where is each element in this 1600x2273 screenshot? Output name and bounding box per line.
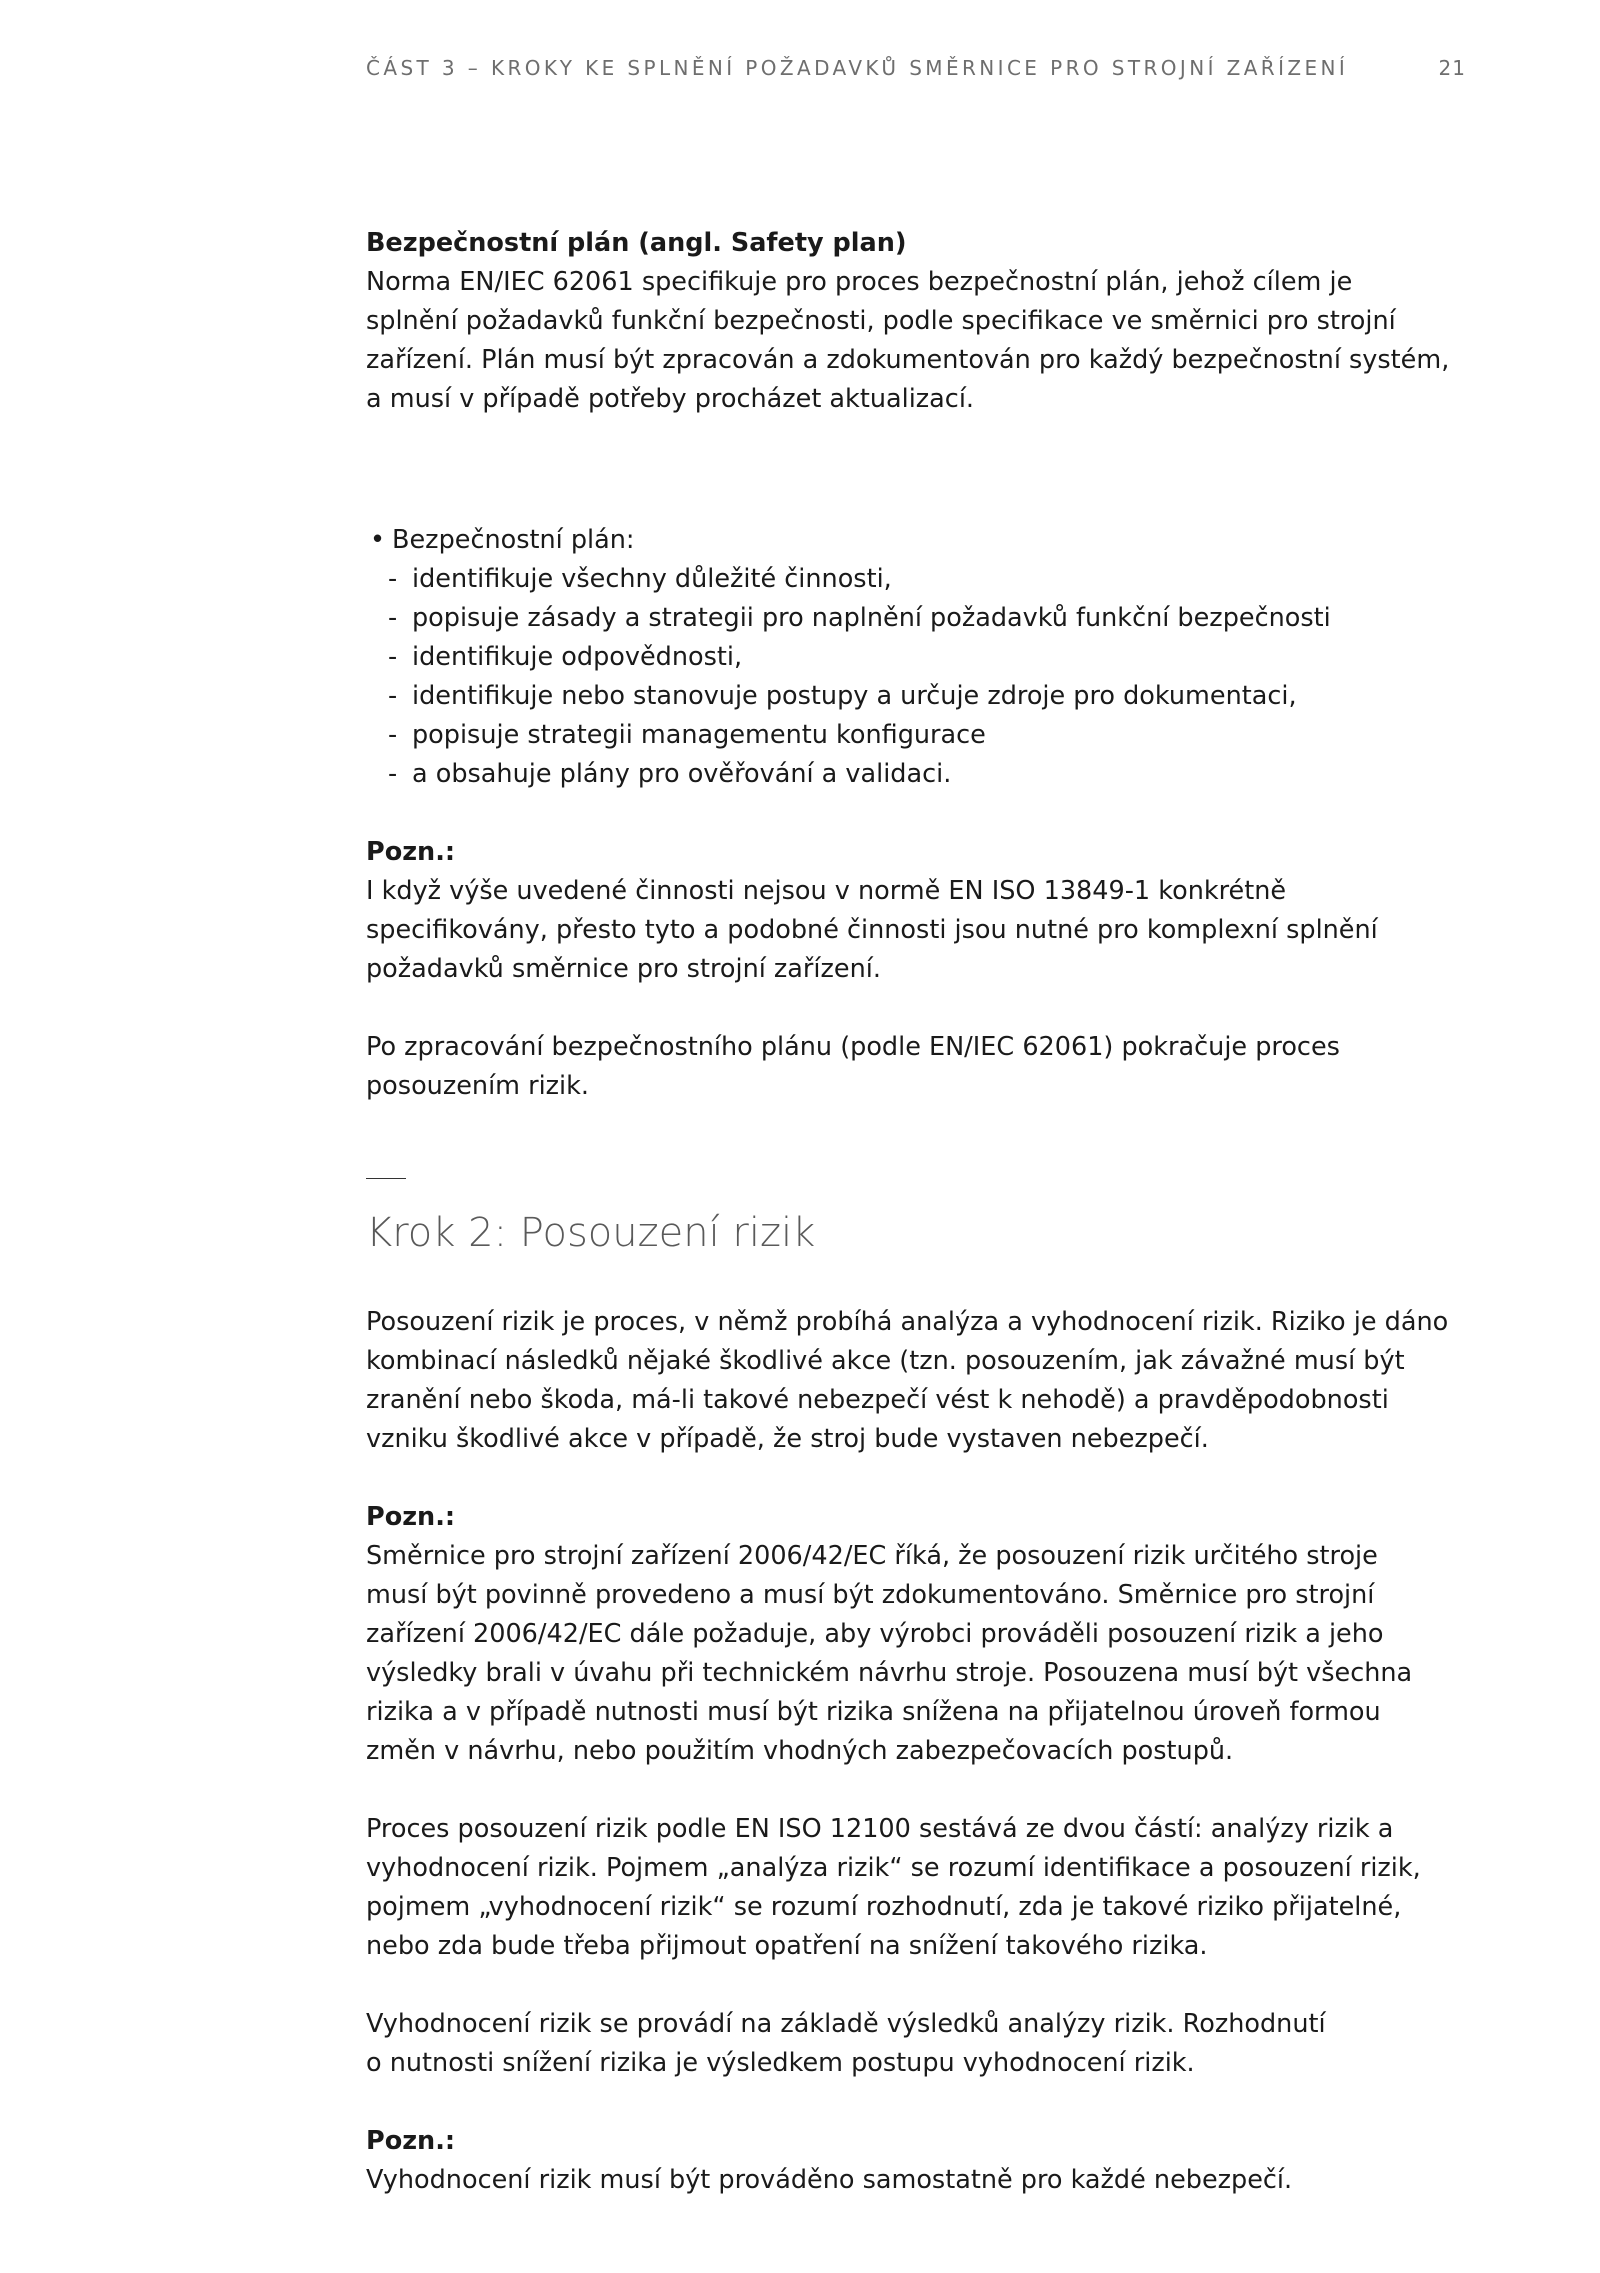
list-item	[366, 560, 1476, 599]
bullet-item	[366, 521, 1476, 560]
paragraph-line: o nutnosti snížení rizika je výsledkem postupu vyhodnocení rizik.	[366, 2048, 1195, 2078]
page-content	[366, 224, 1476, 2200]
paragraph-line: vyhodnocení rizik. Pojmem „analýza rizik“ se rozumí identifikace a posouzení rizik,	[366, 1853, 1421, 1883]
list-item	[366, 599, 1476, 638]
note-line: musí být povinně provedeno a musí být zdokumentováno. Směrnice pro strojní	[366, 1580, 1375, 1610]
list-item	[366, 755, 1476, 794]
dash-mark: -	[388, 720, 398, 750]
page-number: 21	[1438, 56, 1466, 80]
dash-mark: -	[388, 603, 398, 633]
note-label: Pozn.:	[366, 837, 456, 867]
paragraph-line: vzniku škodlivé akce v případě, že stroj bude vystaven nebezpečí.	[366, 1424, 1209, 1454]
list-item-text: popisuje zásady a strategii pro naplnění požadavků funkční bezpečnosti	[412, 603, 1331, 633]
bullet-label: Bezpečnostní plán:	[392, 525, 635, 555]
paragraph-line: nebo zda bude třeba přijmout opatření na snížení takového rizika.	[366, 1931, 1208, 1961]
paragraph-line: Posouzení rizik je proces, v němž probíhá analýza a vyhodnocení rizik. Riziko je dáno	[366, 1307, 1449, 1337]
list-item-text: a obsahuje plány pro ověřování a validaci.	[412, 759, 952, 789]
section-heading: Krok 2: Posouzení rizik	[366, 1210, 816, 1256]
paragraph-line: zranění nebo škoda, má-li takové nebezpečí vést k nehodě) a pravděpodobnosti	[366, 1385, 1389, 1415]
note-line: zařízení 2006/42/EC dále požaduje, aby výrobci prováděli posouzení rizik a jeho	[366, 1619, 1384, 1649]
safety-plan-heading: Bezpečnostní plán (angl. Safety plan)	[366, 228, 907, 258]
paragraph-line: posouzením rizik.	[366, 1071, 590, 1101]
bullet-mark: •	[370, 525, 386, 555]
paragraph-line: Proces posouzení rizik podle EN ISO 12100 sestává ze dvou částí: analýzy rizik a	[366, 1814, 1394, 1844]
note-line: požadavků směrnice pro strojní zařízení.	[366, 954, 881, 984]
note-line: specifikovány, přesto tyto a podobné činnosti jsou nutné pro komplexní splnění	[366, 915, 1378, 945]
paragraph-line: zařízení. Plán musí být zpracován a zdokumentován pro každý bezpečnostní systém,	[366, 345, 1450, 375]
paragraph-line: pojmem „vyhodnocení rizik“ se rozumí rozhodnutí, zda je takové riziko přijatelné,	[366, 1892, 1402, 1922]
list-item-text: identifikuje všechny důležité činnosti,	[412, 564, 892, 594]
note-line: Směrnice pro strojní zařízení 2006/42/EC říká, že posouzení rizik určitého stroje	[366, 1541, 1378, 1571]
paragraph-line: Norma EN/IEC 62061 specifikuje pro proces bezpečnostní plán, jehož cílem je	[366, 267, 1353, 297]
paragraph-line: Po zpracování bezpečnostního plánu (podle EN/IEC 62061) pokračuje proces	[366, 1032, 1340, 1062]
note-line: Vyhodnocení rizik musí být prováděno samostatně pro každé nebezpečí.	[366, 2165, 1293, 2195]
note-line: rizika a v případě nutnosti musí být rizika snížena na přijatelnou úroveň formou	[366, 1697, 1381, 1727]
dash-mark: -	[388, 642, 398, 672]
paragraph-line: a musí v případě potřeby procházet aktualizací.	[366, 384, 975, 414]
paragraph-line: Vyhodnocení rizik se provádí na základě výsledků analýzy rizik. Rozhodnutí	[366, 2009, 1326, 2039]
note-line: I když výše uvedené činnosti nejsou v normě EN ISO 13849-1 konkrétně	[366, 876, 1287, 906]
section-divider	[366, 1178, 406, 1179]
list-item-text: identifikuje nebo stanovuje postupy a určuje zdroje pro dokumentaci,	[412, 681, 1297, 711]
note-line: výsledky brali v úvahu při technickém návrhu stroje. Posouzena musí být všechna	[366, 1658, 1413, 1688]
list-item	[366, 716, 1476, 755]
paragraph-line: kombinací následků nějaké škodlivé akce (tzn. posouzením, jak závažné musí být	[366, 1346, 1405, 1376]
dash-mark: -	[388, 681, 398, 711]
note-label: Pozn.:	[366, 2126, 456, 2156]
list-item-text: popisuje strategii managementu konfigurace	[412, 720, 986, 750]
list-item-text: identifikuje odpovědnosti,	[412, 642, 743, 672]
note-line: změn v návrhu, nebo použitím vhodných zabezpečovacích postupů.	[366, 1736, 1234, 1766]
list-item	[366, 677, 1476, 716]
risk-assessment-section	[366, 1207, 1476, 2200]
dash-mark: -	[388, 564, 398, 594]
paragraph-line: splnění požadavků funkční bezpečnosti, podle specifikace ve směrnici pro strojní	[366, 306, 1396, 336]
running-header: ČÁST 3 – KROKY KE SPLNĚNÍ POŽADAVKŮ SMĚRNICE PRO STROJNÍ ZAŘÍZENÍ	[366, 56, 1349, 80]
note-label: Pozn.:	[366, 1502, 456, 1532]
list-item	[366, 638, 1476, 677]
safety-plan-section	[366, 224, 1476, 1106]
dash-mark: -	[388, 759, 398, 789]
